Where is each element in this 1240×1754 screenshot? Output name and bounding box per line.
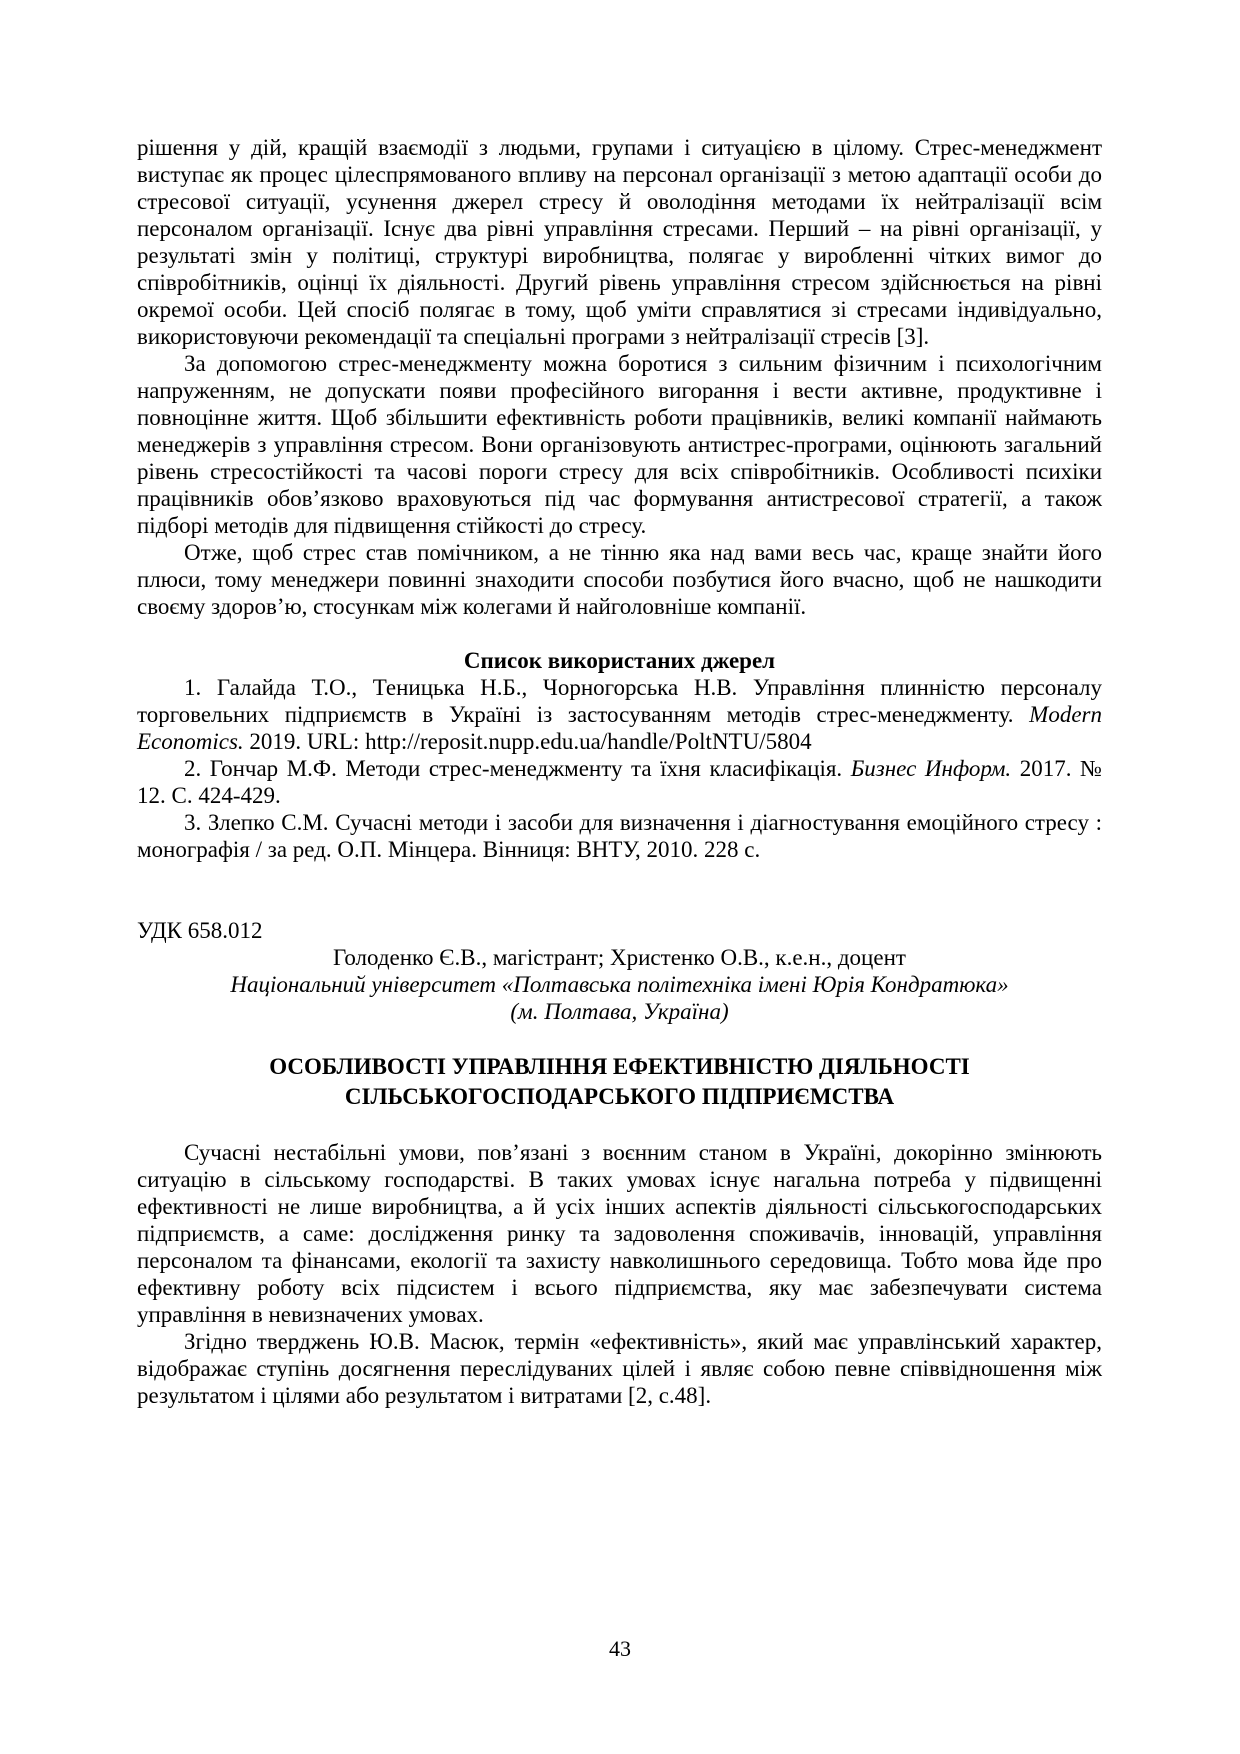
reference-2-journal: Бизнес Информ. — [850, 756, 1012, 781]
reference-1-journal: Modern Economics. — [137, 702, 1102, 754]
paragraph-stress-benefits: За допомогою стрес-менеджменту можна боротися з сильним фізичним і психологічним напруженням, не допускати появи професійного вигорання і вести активне, продуктивне і повноцінне життя. Щоб збільшити ефективність роботи працівників, великі компанії наймають менеджерів з управління стресом. Вони організовують антистрес-програми, оцінюють загальний рівень стресостійкості та часові пороги стресу для всіх співробітників. Особливості психіки працівників обов’язково враховуються під час формування антистресової стратегії, а також підборі методів для підвищення стійкості до стресу. — [137, 351, 1102, 538]
paragraph-stress-management-levels: рішення у дій, кращій взаємодії з людьми, групами і ситуацією в цілому. Стрес-менеджмент виступає як процес цілеспрямованого впливу на персонал організації з метою адаптації особи до стресової ситуації, усунення джерел стресу й оволодіння методами їх нейтралізації всім персоналом організації. Існує два рівні управління стресами. Перший – на рівні організації, у результаті змін у політиці, структурі виробництва, полягає у виробленні чітких вимог до співробітників, оцінці їх діяльності. Другий рівень управління стресом здійснюється на рівні окремої особи. Цей спосіб полягає в тому, щоб уміти справлятися зі стресами індивідуально, використовуючи рекомендації та спеціальні програми з нейтралізації стресів [3]. — [137, 135, 1102, 349]
reference-1-text: 1. Галайда Т.О., Теницька Н.Б., Чорногорська Н.В. Управління плинністю персоналу торговельних підприємств в Україні із застосуванням методів стрес-менеджменту. — [137, 675, 1102, 727]
reference-item-3: 3. Злепко С.М. Сучасні методи і засоби для визначення і діагностування емоційного стресу : монографія / за ред. О.П. Мінцера. Вінниця: ВНТУ, 2010. 228 с. — [137, 810, 1102, 862]
paragraph-efficiency-definition: Згідно тверджень Ю.В. Масюк, термін «ефективність», який має управлінський характер, відображає ступінь досягнення переслідуваних цілей і являє собою певне співвідношення між результатом і цілями або результатом і витратами [2, с.48]. — [137, 1329, 1102, 1408]
article-title: ОСОБЛИВОСТІ УПРАВЛІННЯ ЕФЕКТИВНІСТЮ ДІЯЛЬНОСТІ СІЛЬСЬКОГОСПОДАРСЬКОГО ПІДПРИЄМСТВА — [269, 1054, 970, 1109]
reference-item-2 — [137, 755, 1102, 809]
paragraph-unstable-conditions: Сучасні нестабільні умови, пов’язані з воєнним станом в Україні, докорінно змінюють ситуацію в сільському господарстві. В таких умовах існує нагальна потреба у підвищенні ефективності не лише виробництва, а й усіх інших аспектів діяльності сільськогосподарських підприємств, а саме: дослідження ринку та задоволення споживачів, інновацій, управління персоналом та фінансами, екології та захисту навколишнього середовища. Тобто мова йде про ефективну роботу всіх підсистем і всього підприємства, яку має забезпечувати система управління в невизначених умовах. — [137, 1140, 1102, 1327]
reference-1-url: http://reposit.nupp.edu.ua/handle/PoltNTU/5804 — [365, 729, 812, 754]
paragraph-conclusion: Отже, щоб стрес став помічником, а не тінню яка над вами весь час, краще знайти його плюси, тому менеджери повинні знаходити способи позбутися його вчасно, щоб не нашкодити своєму здоров’ю, стосункам між колегами й найголовніше компанії. — [137, 540, 1102, 619]
reference-item-1 — [137, 674, 1102, 755]
references-heading: Список використаних джерел — [463, 648, 776, 673]
udc-code: УДК 658.012 — [137, 918, 263, 943]
reference-2-tail: 2017. № 12. С. 424-429. — [137, 756, 1102, 808]
authors-line: Голоденко Є.В., магістрант; Христенко О.В., к.е.н., доцент — [333, 945, 906, 970]
reference-2-text: 2. Гончар М.Ф. Методи стрес-менеджменту та їхня класифікація. — [184, 756, 851, 781]
page-number: 43 — [609, 1636, 631, 1661]
affiliation-location: (м. Полтава, Україна) — [510, 999, 729, 1024]
reference-1-tail: 2019. URL: — [243, 729, 366, 754]
affiliation: Національний університет «Полтавська політехніка імені Юрія Кондратюка» — [230, 972, 1009, 997]
